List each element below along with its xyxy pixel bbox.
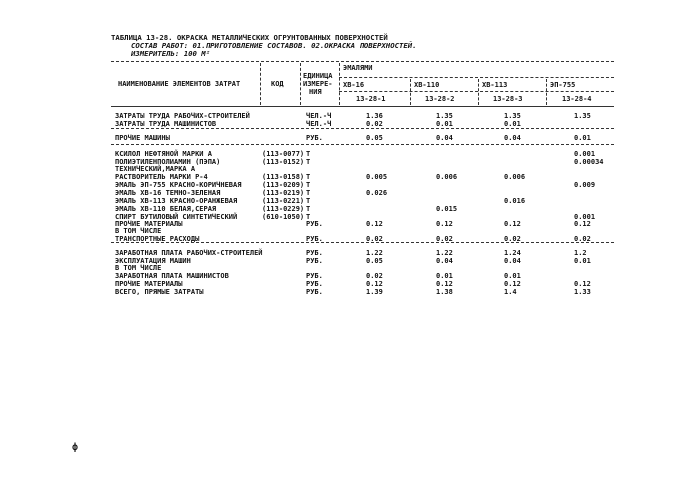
norm-code-4: 13-28-4 [562, 95, 592, 103]
row-name: СПИРТ БУТИЛОВЫЙ СИНТЕТИЧЕСКИЙ [115, 213, 238, 221]
row-value: 1.22 [436, 249, 453, 257]
col-header-unit-2: ИЗМЕРЕ- [303, 80, 333, 88]
row-name: ТЕХНИЧЕСКИЙ,МАРКА А [115, 165, 196, 173]
enamel-header-3: ХВ-113 [482, 81, 508, 89]
page-mark: ф [72, 442, 79, 453]
row-name: ЭМАЛЬ ХВ-110 БЕЛАЯ,СЕРАЯ [115, 205, 217, 213]
row-unit: РУБ. [306, 257, 323, 265]
row-unit: ЧЕЛ.-Ч [306, 112, 332, 120]
row-unit: Т [306, 181, 311, 189]
row-name: КСИЛОЛ НЕФТЯНОЙ МАРКИ А [115, 150, 212, 158]
header-bottom-rule [111, 106, 614, 107]
row-value: 0.05 [366, 134, 383, 142]
row-value: 0.02 [574, 235, 591, 243]
row-value: 0.02 [504, 235, 521, 243]
row-value: 1.35 [504, 112, 521, 120]
row-code: (610-1050) [262, 213, 305, 221]
row-code: (113-0219) [262, 189, 305, 197]
row-code: (113-0221) [262, 197, 305, 205]
codes-rule [339, 91, 614, 92]
row-name: ВСЕГО, ПРЯМЫЕ ЗАТРАТЫ [115, 288, 204, 296]
row-value: 0.01 [574, 257, 591, 265]
row-value: 0.02 [366, 272, 383, 280]
row-value: 0.015 [436, 205, 458, 213]
row-value: 0.12 [436, 220, 453, 228]
row-name: ПРОЧИЕ МАТЕРИАЛЫ [115, 280, 183, 288]
row-value: 0.02 [366, 120, 383, 128]
row-value: 0.12 [504, 220, 521, 228]
row-value: 0.12 [436, 280, 453, 288]
row-name: ПРОЧИЕ МАШИНЫ [115, 134, 170, 142]
row-value: 1.38 [436, 288, 453, 296]
row-name: ПОЛИЭТИЛЕНПОЛИАМИН (ПЭПА) [115, 158, 221, 166]
row-value: 0.12 [504, 280, 521, 288]
table-title: ТАБЛИЦА 13-28. ОКРАСКА МЕТАЛЛИЧЕСКИХ ОГРУНТОВАННЫХ ПОВЕРХНОСТЕЙ [111, 33, 388, 42]
row-value: 0.01 [436, 120, 453, 128]
row-value: 0.006 [436, 173, 458, 181]
row-value: 0.006 [504, 173, 526, 181]
row-value: 0.05 [366, 257, 383, 265]
row-unit: РУБ. [306, 288, 323, 296]
row-unit: РУБ. [306, 249, 323, 257]
col-header-name: НАИМЕНОВАНИЕ ЭЛЕМЕНТОВ ЗАТРАТ [118, 80, 241, 88]
row-value: 0.001 [574, 150, 596, 158]
row-value: 1.35 [574, 112, 591, 120]
row-value: 0.001 [574, 213, 596, 221]
row-value: 0.00034 [574, 158, 604, 166]
row-value: 1.33 [574, 288, 591, 296]
row-code: (113-0229) [262, 205, 305, 213]
row-name: ЭМАЛЬ ХВ-16 ТЕМНО-ЗЕЛЕНАЯ [115, 189, 221, 197]
col-sep-5 [478, 79, 479, 105]
measurement-unit: ИЗМЕРИТЕЛЬ: 100 М² [131, 49, 211, 58]
col-header-unit-3: НИЯ [309, 88, 322, 96]
row-name: ЭКСПЛУАТАЦИЯ МАШИН [115, 257, 191, 265]
divider-3 [111, 242, 614, 243]
row-value: 1.36 [366, 112, 383, 120]
row-name: ЗАТРАТЫ ТРУДА МАШИНИСТОВ [115, 120, 217, 128]
col-header-unit-1: ЕДИНИЦА [303, 72, 333, 80]
row-value: 0.005 [366, 173, 388, 181]
row-name: В ТОМ ЧИСЛЕ [115, 264, 162, 272]
col-sep-6 [546, 79, 547, 105]
divider-1 [111, 128, 614, 129]
row-value: 0.026 [366, 189, 388, 197]
enamel-header-2: ХВ-110 [414, 81, 440, 89]
row-name: ЭМАЛЬ ЭП-755 КРАСНО-КОРИЧНЕВАЯ [115, 181, 242, 189]
row-code: (113-0077) [262, 150, 305, 158]
row-name: ЭМАЛЬ ХВ-113 КРАСНО-ОРАНЖЕВАЯ [115, 197, 238, 205]
row-value: 0.12 [366, 220, 383, 228]
row-value: 0.12 [366, 280, 383, 288]
row-code: (113-0152) [262, 158, 305, 166]
row-value: 1.24 [504, 249, 521, 257]
row-name: В ТОМ ЧИСЛЕ [115, 227, 162, 235]
row-unit: РУБ. [306, 235, 323, 243]
row-value: 0.01 [574, 134, 591, 142]
col-header-group: ЭМАЛЯМИ [343, 64, 373, 72]
work-composition: СОСТАВ РАБОТ: 01.ПРИГОТОВЛЕНИЕ СОСТАВОВ. 02.ОКРАСКА ПОВЕРХНОСТЕЙ. [131, 41, 417, 50]
col-sep-2 [300, 63, 301, 105]
enamel-header-1: ХВ-16 [343, 81, 365, 89]
norm-code-1: 13-28-1 [356, 95, 386, 103]
col-sep-1 [260, 63, 261, 105]
enamel-header-4: ЭП-755 [550, 81, 576, 89]
row-code: (113-0209) [262, 181, 305, 189]
divider-2 [111, 144, 614, 145]
norm-code-3: 13-28-3 [493, 95, 523, 103]
row-name: ЗАРАБОТНАЯ ПЛАТА МАШИНИСТОВ [115, 272, 229, 280]
row-unit: РУБ. [306, 134, 323, 142]
row-value: 1.2 [574, 249, 587, 257]
row-unit: Т [306, 205, 311, 213]
row-value: 0.04 [436, 257, 453, 265]
col-sep-4 [410, 79, 411, 105]
row-value: 0.01 [504, 272, 521, 280]
row-unit: Т [306, 197, 311, 205]
row-unit: Т [306, 213, 311, 221]
row-unit: РУБ. [306, 280, 323, 288]
row-value: 1.4 [504, 288, 517, 296]
row-unit: Т [306, 158, 311, 166]
norm-code-2: 13-28-2 [425, 95, 455, 103]
row-value: 1.22 [366, 249, 383, 257]
row-name: ПРОЧИЕ МАТЕРИАЛЫ [115, 220, 183, 228]
row-unit: РУБ. [306, 220, 323, 228]
row-value: 0.12 [574, 220, 591, 228]
header-top-rule [111, 61, 614, 62]
row-name: РАСТВОРИТЕЛЬ МАРКИ Р-4 [115, 173, 208, 181]
row-name: ЗАТРАТЫ ТРУДА РАБОЧИХ-СТРОИТЕЛЕЙ [115, 112, 250, 120]
row-value: 1.35 [436, 112, 453, 120]
col-header-code: КОД [271, 80, 284, 88]
row-unit: РУБ. [306, 272, 323, 280]
row-unit: Т [306, 173, 311, 181]
row-value: 1.39 [366, 288, 383, 296]
row-value: 0.04 [504, 257, 521, 265]
row-value: 0.04 [504, 134, 521, 142]
row-value: 0.04 [436, 134, 453, 142]
row-name: ЗАРАБОТНАЯ ПЛАТА РАБОЧИХ-СТРОИТЕЛЕЙ [115, 249, 263, 257]
row-value: 0.01 [436, 272, 453, 280]
col-sep-3 [339, 63, 340, 105]
row-value: 0.12 [574, 280, 591, 288]
row-value: 0.02 [436, 235, 453, 243]
row-unit: Т [306, 189, 311, 197]
row-code: (113-0158) [262, 173, 305, 181]
row-unit: Т [306, 150, 311, 158]
row-unit: ЧЕЛ.-Ч [306, 120, 332, 128]
row-name: ТРАНСПОРТНЫЕ РАСХОДЫ [115, 235, 200, 243]
row-value: 0.01 [504, 120, 521, 128]
row-value: 0.02 [366, 235, 383, 243]
row-value: 0.016 [504, 197, 526, 205]
row-value: 0.009 [574, 181, 596, 189]
group-rule [339, 77, 614, 78]
